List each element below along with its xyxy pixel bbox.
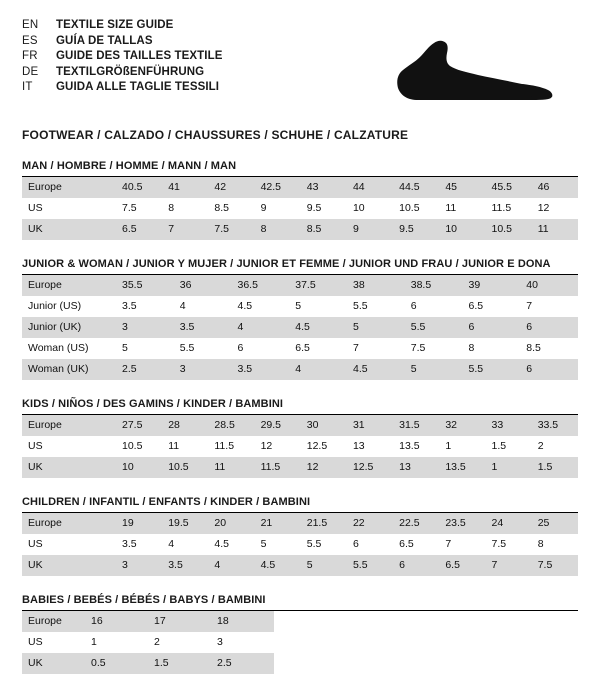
- size-cell: 36: [174, 275, 232, 296]
- row-label: US: [28, 202, 43, 214]
- size-cell: 9.5: [393, 219, 439, 240]
- size-cell: 7: [526, 300, 533, 312]
- size-cell: 8.5: [301, 219, 347, 240]
- size-cell: 6: [237, 342, 244, 354]
- section-title: CHILDREN / INFANTIL / ENFANTS / KINDER / BAMBINI: [22, 496, 578, 513]
- size-cell: 45: [439, 177, 485, 198]
- size-cell: 5.5: [306, 538, 322, 550]
- language-title-list-body: [22, 18, 223, 96]
- size-cell: 5: [295, 300, 302, 312]
- language-title: TEXTILE SIZE GUIDE: [56, 19, 174, 31]
- size-cell: 22: [347, 513, 393, 534]
- size-cell: 4: [168, 538, 175, 550]
- size-cell: 30: [301, 415, 347, 436]
- size-cell: 25: [532, 513, 578, 534]
- size-cell: 1: [445, 440, 452, 452]
- size-cell: 2.5: [211, 653, 274, 674]
- size-cell: 3: [217, 636, 223, 648]
- language-row: [22, 34, 223, 50]
- size-cell: 6: [393, 555, 439, 576]
- size-cell: 8.5: [526, 342, 541, 354]
- size-cell: 7.5: [208, 219, 254, 240]
- size-cell: 40: [520, 275, 578, 296]
- row-label: Europe: [22, 513, 116, 534]
- language-title: GUIDA ALLE TAGLIE TESSILI: [56, 81, 220, 93]
- size-section: [22, 496, 578, 576]
- table-filler: [274, 653, 578, 674]
- size-cell: 5: [122, 342, 128, 354]
- size-cell: 39: [463, 275, 521, 296]
- size-cell: 3.5: [174, 317, 232, 338]
- table-row: [22, 296, 578, 317]
- size-cell: 3.5: [122, 300, 137, 312]
- row-label: US: [28, 636, 43, 648]
- size-cell: 3.5: [162, 555, 208, 576]
- size-cell: 9: [347, 219, 393, 240]
- size-cell: 7: [353, 342, 359, 354]
- row-label: UK: [22, 653, 85, 674]
- size-cell: 8: [537, 538, 544, 550]
- section-title: MAN / HOMBRE / HOMME / MANN / MAN: [22, 160, 578, 177]
- size-cell: 5: [260, 538, 267, 550]
- size-cell: 29.5: [255, 415, 301, 436]
- size-cell: 3.5: [232, 359, 290, 380]
- size-cell: 7.5: [532, 555, 578, 576]
- size-cell: 8: [168, 202, 175, 214]
- section-title: KIDS / NIÑOS / DES GAMINS / KINDER / BAMBINI: [22, 398, 578, 415]
- size-cell: 22.5: [393, 513, 439, 534]
- size-cell: 41: [162, 177, 208, 198]
- size-section: [22, 160, 578, 240]
- size-cell: 17: [148, 611, 211, 632]
- size-cell: 11.5: [255, 457, 301, 478]
- table-filler: [274, 611, 578, 632]
- size-cell: 6.5: [116, 219, 162, 240]
- size-section: [22, 594, 578, 674]
- size-cell: 23.5: [439, 513, 485, 534]
- size-cell: 4: [232, 317, 290, 338]
- table-row: [22, 338, 578, 359]
- size-cell: 11.5: [214, 440, 235, 452]
- header: [22, 18, 578, 118]
- size-cell: 6.5: [295, 342, 310, 354]
- size-cell: 1.5: [491, 440, 507, 452]
- language-code: ES: [22, 34, 38, 47]
- size-cell: 9: [260, 202, 267, 214]
- size-cell: 10.5: [122, 440, 143, 452]
- table-row: [22, 219, 578, 240]
- size-cell: 42: [208, 177, 254, 198]
- size-cell: 6.5: [439, 555, 485, 576]
- table-row: [22, 415, 578, 436]
- size-cell: 11: [208, 457, 254, 478]
- size-cell: 28: [162, 415, 208, 436]
- row-label: Europe: [22, 611, 85, 632]
- size-cell: 4.5: [214, 538, 229, 550]
- table-filler: [274, 632, 578, 653]
- size-cell: 5.5: [347, 555, 393, 576]
- size-cell: 31.5: [393, 415, 439, 436]
- row-label: US: [28, 538, 43, 550]
- size-table: [22, 611, 578, 674]
- size-cell: 13.5: [439, 457, 485, 478]
- size-cell: 4.5: [237, 300, 253, 312]
- language-title: GUIDE DES TAILLES TEXTILE: [56, 50, 223, 62]
- table-row: [22, 198, 578, 219]
- size-cell: 6.5: [399, 538, 414, 550]
- size-cell: 5: [301, 555, 347, 576]
- language-code: DE: [22, 65, 39, 78]
- size-cell: 13: [352, 440, 365, 452]
- size-table: [22, 275, 578, 380]
- size-cell: 24: [486, 513, 532, 534]
- size-cell: 3: [116, 555, 162, 576]
- size-section: [22, 258, 578, 380]
- size-cell: 5.5: [405, 317, 463, 338]
- table-row: [22, 317, 578, 338]
- language-code: IT: [22, 81, 33, 93]
- size-cell: 4: [179, 300, 186, 312]
- language-title: GUÍA DE TALLAS: [56, 34, 153, 47]
- size-cell: 42.5: [255, 177, 301, 198]
- size-cell: 10: [116, 457, 162, 478]
- size-cell: 7: [445, 538, 452, 550]
- size-cell: 38.5: [405, 275, 463, 296]
- size-cell: 1: [91, 636, 97, 648]
- row-label: Europe: [22, 415, 116, 436]
- size-cell: 7.5: [491, 538, 507, 550]
- size-cell: 13: [393, 457, 439, 478]
- size-cell: 33: [486, 415, 532, 436]
- category-line: FOOTWEAR / CALZADO / CHAUSSURES / SCHUHE / CALZATURE: [22, 128, 409, 142]
- row-label: US: [28, 440, 43, 452]
- language-row: [22, 18, 223, 34]
- row-label: UK: [22, 219, 116, 240]
- size-cell: 21.5: [301, 513, 347, 534]
- size-cell: 8: [255, 219, 301, 240]
- size-cell: 10: [439, 219, 485, 240]
- table-row: [22, 513, 578, 534]
- table-row: [22, 275, 578, 296]
- size-cell: 20: [208, 513, 254, 534]
- size-cell: 10: [352, 202, 365, 214]
- size-cell: 28.5: [208, 415, 254, 436]
- size-cell: 3.5: [122, 538, 137, 550]
- size-cell: 8.5: [214, 202, 229, 214]
- size-cell: 8: [468, 342, 475, 354]
- size-cell: 6: [410, 300, 417, 312]
- table-row: [22, 177, 578, 198]
- size-cell: 10.5: [399, 202, 420, 214]
- size-cell: 4.5: [347, 359, 405, 380]
- language-code: EN: [22, 19, 39, 31]
- size-cell: 2.5: [116, 359, 174, 380]
- size-cell: 5.5: [463, 359, 521, 380]
- table-row: [22, 632, 578, 653]
- size-cell: 5: [405, 359, 463, 380]
- size-cell: 12: [301, 457, 347, 478]
- size-cell: 11.5: [491, 202, 512, 214]
- row-label: Europe: [22, 275, 116, 296]
- size-cell: 6: [463, 317, 521, 338]
- row-label: Woman (UK): [22, 359, 116, 380]
- size-cell: 6.5: [468, 300, 484, 312]
- size-cell: 9.5: [306, 202, 322, 214]
- table-row: [22, 611, 578, 632]
- size-cell: 6: [520, 359, 578, 380]
- size-cell: 1.5: [532, 457, 578, 478]
- size-cell: 13.5: [399, 440, 420, 452]
- size-cell: 4: [208, 555, 254, 576]
- size-cell: 12: [260, 440, 273, 452]
- table-row: [22, 359, 578, 380]
- size-cell: 3: [116, 317, 174, 338]
- size-cell: 27.5: [116, 415, 162, 436]
- size-cell: 44: [347, 177, 393, 198]
- size-cell: 21: [255, 513, 301, 534]
- size-cell: 46: [532, 177, 578, 198]
- language-title: TEXTILGRÖßENFÜHRUNG: [56, 65, 205, 78]
- size-cell: 7.5: [410, 342, 426, 354]
- size-cell: 12: [537, 202, 550, 214]
- size-cell: 7: [162, 219, 208, 240]
- size-cell: 5.5: [353, 300, 368, 312]
- size-cell: 7: [486, 555, 532, 576]
- language-title-list: [22, 18, 223, 96]
- size-cell: 12.5: [306, 440, 328, 452]
- size-cell: 38: [347, 275, 405, 296]
- size-sections: [22, 160, 578, 674]
- size-cell: 11: [168, 440, 180, 452]
- row-label: Junior (UK): [22, 317, 116, 338]
- size-cell: 7.5: [122, 202, 137, 214]
- table-row: [22, 555, 578, 576]
- size-cell: 2: [154, 636, 160, 648]
- size-cell: 19: [116, 513, 162, 534]
- size-section: [22, 398, 578, 478]
- language-row: [22, 80, 223, 96]
- row-label: UK: [22, 555, 116, 576]
- size-cell: 45.5: [486, 177, 532, 198]
- size-cell: 31: [347, 415, 393, 436]
- size-cell: 4.5: [289, 317, 347, 338]
- size-cell: 10.5: [486, 219, 532, 240]
- size-cell: 18: [211, 611, 274, 632]
- size-cell: 11: [445, 202, 457, 214]
- row-label: UK: [22, 457, 116, 478]
- table-row: [22, 457, 578, 478]
- size-cell: 16: [85, 611, 148, 632]
- size-cell: 4.5: [255, 555, 301, 576]
- language-row: [22, 49, 223, 65]
- size-cell: 0.5: [85, 653, 148, 674]
- size-cell: 6: [352, 538, 359, 550]
- size-table: [22, 177, 578, 240]
- size-cell: 43: [301, 177, 347, 198]
- section-title: JUNIOR & WOMAN / JUNIOR Y MUJER / JUNIOR ET FEMME / JUNIOR UND FRAU / JUNIOR E DONA: [22, 258, 578, 275]
- size-cell: 1.5: [148, 653, 211, 674]
- table-row: [22, 436, 578, 457]
- size-table: [22, 513, 578, 576]
- size-cell: 10.5: [162, 457, 208, 478]
- size-cell: 3: [174, 359, 232, 380]
- size-cell: 11: [532, 219, 578, 240]
- size-table: [22, 415, 578, 478]
- size-cell: 44.5: [393, 177, 439, 198]
- size-cell: 40.5: [116, 177, 162, 198]
- size-cell: 2: [537, 440, 544, 452]
- section-title: BABIES / BEBÉS / BÉBÉS / BABYS / BAMBINI: [22, 594, 578, 611]
- dress-shoe-icon: [382, 34, 562, 106]
- size-cell: 12.5: [347, 457, 393, 478]
- size-cell: 6: [520, 317, 578, 338]
- row-label: Junior (US): [28, 300, 82, 312]
- size-cell: 4: [289, 359, 347, 380]
- size-cell: 35.5: [116, 275, 174, 296]
- row-label: Woman (US): [28, 342, 89, 354]
- row-label: Europe: [22, 177, 116, 198]
- size-cell: 19.5: [162, 513, 208, 534]
- language-code: FR: [22, 50, 38, 62]
- size-cell: 32: [439, 415, 485, 436]
- size-cell: 1: [486, 457, 532, 478]
- language-row: [22, 65, 223, 81]
- size-cell: 36.5: [232, 275, 290, 296]
- table-row: [22, 534, 578, 555]
- size-cell: 33.5: [532, 415, 578, 436]
- size-cell: 5: [347, 317, 405, 338]
- table-row: [22, 653, 578, 674]
- size-cell: 5.5: [179, 342, 195, 354]
- size-cell: 37.5: [289, 275, 347, 296]
